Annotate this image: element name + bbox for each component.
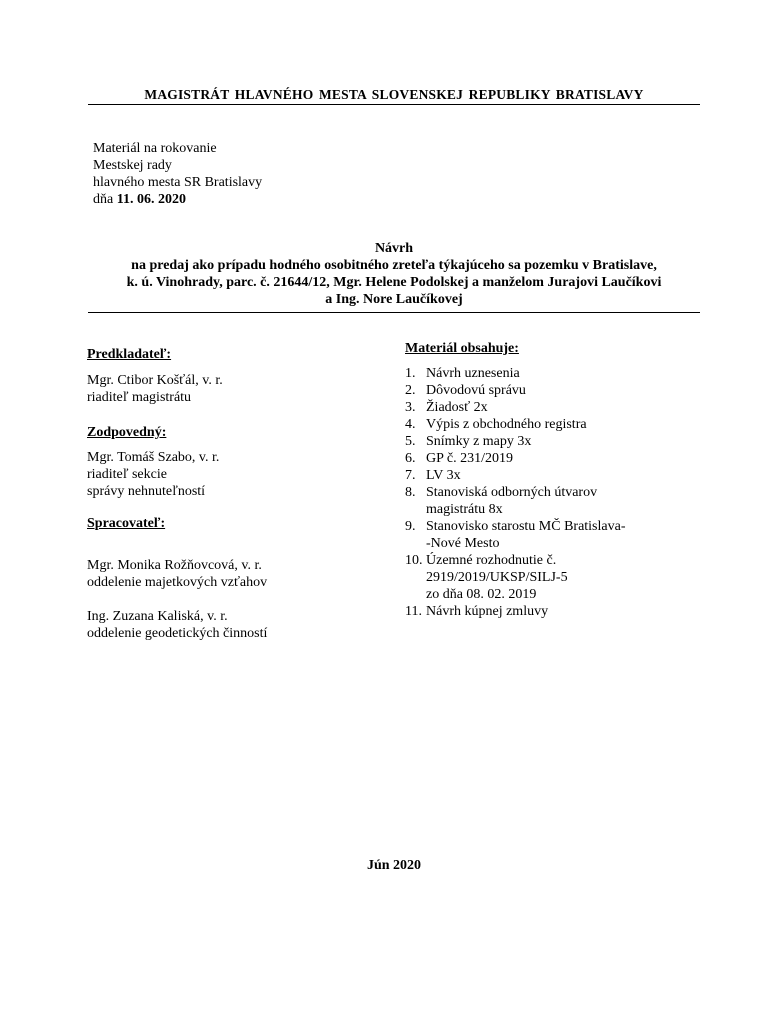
list-item-text: [426, 518, 705, 552]
header-divider: [88, 104, 700, 105]
list-item-line: Dôvodovú správu: [426, 383, 526, 398]
list-item-line: -Nové Mesto: [426, 536, 500, 551]
list-item-number: 4.: [405, 417, 416, 432]
list-item: [405, 603, 705, 620]
preparer-2-dept: oddelenie geodetických činností: [87, 626, 268, 641]
material-line-2: Mestskej rady: [93, 158, 172, 173]
list-item-line: Územné rozhodnutie č.: [426, 553, 557, 568]
list-item-line: Stanoviská odborných útvarov: [426, 485, 598, 500]
proposal-line-1: na predaj ako prípadu hodného osobitného zreteľa týkajúceho sa pozemku v Bratislave,: [131, 258, 657, 273]
responsible-role-1: riaditeľ sekcie: [87, 467, 167, 482]
list-item-text: [426, 433, 705, 450]
list-item: [405, 416, 705, 433]
list-item-line: GP č. 231/2019: [426, 451, 513, 466]
list-item-line: Snímky z mapy 3x: [426, 434, 532, 449]
contents-section: [405, 340, 705, 357]
list-item-number: 7.: [405, 468, 416, 483]
prepared-by-section: [87, 515, 387, 532]
responsible-heading: Zodpovedný:: [87, 425, 167, 440]
contents-heading: Materiál obsahuje:: [405, 341, 519, 356]
responsible-role-2: správy nehnuteľností: [87, 484, 206, 499]
list-item-line: LV 3x: [426, 468, 461, 483]
responsible-name: Mgr. Tomáš Szabo, v. r.: [87, 450, 220, 465]
contents-list-container: [405, 365, 705, 620]
list-item: [405, 399, 705, 416]
list-item: [405, 382, 705, 399]
proposal-line-2: k. ú. Vinohrady, parc. č. 21644/12, Mgr. Helene Podolskej a manželom Jurajovi Laučíkovi: [126, 275, 662, 290]
responsible-section: [87, 424, 387, 441]
proposal-title-block: [88, 240, 700, 308]
list-item-line: Návrh kúpnej zmluvy: [426, 604, 549, 619]
list-item-line: Návrh uznesenia: [426, 366, 520, 381]
list-item-line: 2919/2019/UKSP/SILJ-5: [426, 570, 568, 585]
list-item: [405, 450, 705, 467]
list-item-text: [426, 484, 705, 518]
material-line-1: Materiál na rokovanie: [93, 141, 217, 156]
list-item: [405, 552, 705, 603]
proposal-heading: Návrh: [374, 241, 414, 256]
preparer-2: [87, 608, 387, 642]
list-item-text: [426, 416, 705, 433]
document-date: Jún 2020: [366, 858, 422, 873]
list-item: [405, 518, 705, 552]
preparer-1-name: Mgr. Monika Rožňovcová, v. r.: [87, 558, 262, 573]
list-item: [405, 433, 705, 450]
list-item-text: [426, 603, 705, 620]
list-item-line: Výpis z obchodného registra: [426, 417, 587, 432]
list-item-text: [426, 450, 705, 467]
submitter-heading: Predkladateľ:: [87, 347, 172, 362]
meeting-date-line: [93, 191, 393, 208]
list-item-number: 11.: [405, 604, 422, 619]
preparer-1-dept: oddelenie majetkových vzťahov: [87, 575, 268, 590]
meeting-date-prefix: dňa: [93, 192, 117, 207]
list-item-number: 9.: [405, 519, 416, 534]
list-item-number: 6.: [405, 451, 416, 466]
list-item-number: 5.: [405, 434, 416, 449]
list-item-line: Stanovisko starostu MČ Bratislava-: [426, 519, 626, 534]
list-item-number: 8.: [405, 485, 416, 500]
list-item-line: zo dňa 08. 02. 2019: [426, 587, 537, 602]
institution-heading: MAGISTRÁT HLAVNÉHO MESTA SLOVENSKEJ REPUBLIKY BRATISLAVY: [144, 87, 644, 102]
list-item-text: [426, 365, 705, 382]
submitter-name: Mgr. Ctibor Košťál, v. r.: [87, 373, 223, 388]
list-item-text: [426, 552, 705, 603]
preparer-2-name: Ing. Zuzana Kaliská, v. r.: [87, 609, 228, 624]
list-item: [405, 467, 705, 484]
list-item-number: 1.: [405, 366, 416, 381]
proposal-line-3: a Ing. Nore Laučíkovej: [325, 292, 463, 307]
material-info: [93, 140, 393, 208]
list-item-text: [426, 467, 705, 484]
list-item-line: Žiadosť 2x: [426, 400, 488, 415]
preparer-1: [87, 557, 387, 591]
proposal-divider: [88, 312, 700, 313]
prepared-by-heading: Spracovateľ:: [87, 516, 166, 531]
list-item-text: [426, 382, 705, 399]
list-item: [405, 365, 705, 382]
submitter-details: [87, 372, 387, 406]
contents-list: [405, 365, 705, 620]
list-item: [405, 484, 705, 518]
list-item-number: 10.: [405, 553, 423, 568]
list-item-line: magistrátu 8x: [426, 502, 503, 517]
material-line-3: hlavného mesta SR Bratislavy: [93, 175, 263, 190]
submitter-section: [87, 346, 387, 363]
list-item-number: 3.: [405, 400, 416, 415]
submitter-role: riaditeľ magistrátu: [87, 390, 192, 405]
list-item-text: [426, 399, 705, 416]
meeting-date: 11. 06. 2020: [116, 192, 186, 207]
responsible-details: [87, 449, 387, 500]
list-item-number: 2.: [405, 383, 416, 398]
